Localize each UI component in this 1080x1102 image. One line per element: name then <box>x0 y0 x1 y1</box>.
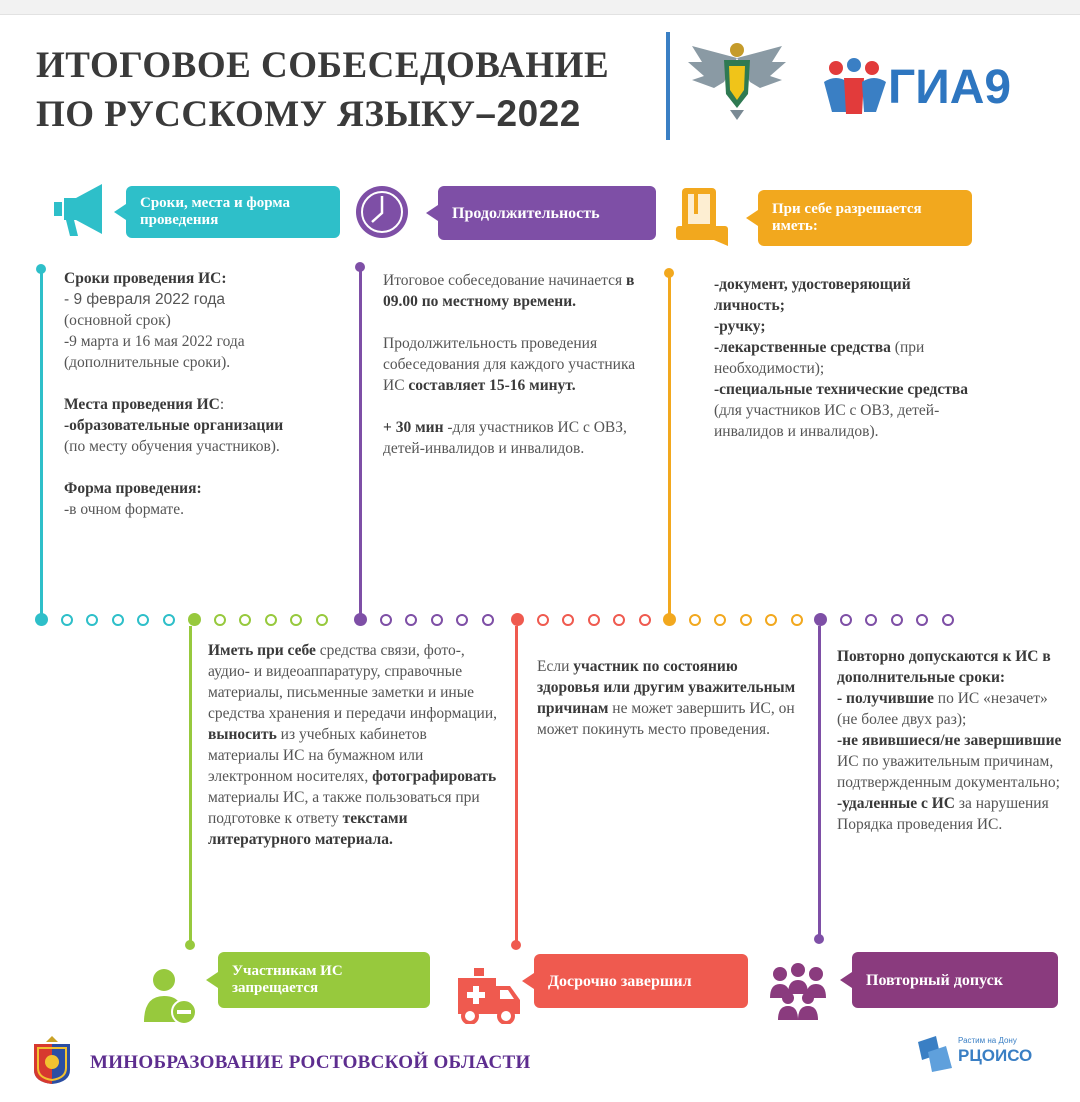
timeline-line-purple <box>359 268 362 616</box>
timeline-line-green <box>189 626 192 944</box>
dates-line: - 9 февраля 2022 года <box>64 291 226 308</box>
label-repeat: Повторный допуск <box>852 952 1058 1008</box>
rcoiso-name: РЦОИСО <box>958 1046 1033 1065</box>
forbidden-text: материалы ИС, а также пользоваться при подготовке к ответу <box>208 789 480 827</box>
ambulance-icon <box>456 966 522 1024</box>
timeline-ring <box>239 614 251 626</box>
allowed-item-note: (при необходимости); <box>714 339 925 377</box>
timeline-ring <box>86 614 98 626</box>
allowed-item: -лекарственные средства <box>714 339 891 356</box>
allowed-text-block <box>714 274 984 442</box>
gia9-people-icon <box>818 56 892 118</box>
label-forbidden: Участникам ИС запрещается <box>218 952 430 1008</box>
forbidden-bold: фотографировать <box>372 768 497 785</box>
timeline-ring <box>639 614 651 626</box>
timeline-ring <box>840 614 852 626</box>
dates-line: (по месту обучения участников). <box>64 438 280 455</box>
repeat-text: за нарушения Порядка проведения ИС. <box>837 795 1049 833</box>
timeline-dot <box>814 934 824 944</box>
user-minus-icon <box>140 966 200 1026</box>
forbidden-text: из учебных кабинетов материалы ИС на бумажном или электронном носителях, <box>208 726 427 785</box>
dates-line: (основной срок) <box>64 312 171 329</box>
timeline-ring <box>714 614 726 626</box>
timeline-node <box>663 613 676 626</box>
repeat-bold: -удаленные с ИС <box>837 795 955 812</box>
repeat-heading: Повторно допускаются к ИС в дополнительные сроки: <box>837 648 1051 686</box>
duration-p2: Продолжительность проведения собеседования для каждого участника ИС <box>383 335 636 394</box>
title-line-2-text: ПО РУССКОМУ ЯЗЫКУ <box>36 94 476 135</box>
timeline-ring <box>942 614 954 626</box>
rcoiso-logo <box>914 1034 1054 1074</box>
title-year: –2022 <box>475 93 581 134</box>
timeline-ring <box>137 614 149 626</box>
forbidden-text: средства связи, фото-, аудио- и видеоаппаратуру, справочные материалы, письменные заметки и иные средства хранения и передачи информации, <box>208 642 497 722</box>
timeline-ring <box>456 614 468 626</box>
dates-line: -образовательные организации <box>64 417 284 434</box>
dates-line: -в очном формате. <box>64 501 184 518</box>
timeline-ring <box>791 614 803 626</box>
timeline-line-red <box>515 626 518 944</box>
timeline-dot <box>185 940 195 950</box>
allowed-item: -ручку; <box>714 318 766 335</box>
forbidden-bold: выносить <box>208 726 277 743</box>
rostov-coat-of-arms-icon <box>28 1034 76 1086</box>
repeat-bold: - получившие <box>837 690 934 707</box>
timeline-line-purple-2 <box>818 626 821 938</box>
timeline-ring <box>765 614 777 626</box>
clock-icon <box>352 182 412 242</box>
repeat-text: по ИС «незачет» (не более двух раз); <box>837 690 1048 728</box>
timeline-ring <box>482 614 494 626</box>
timeline-ring <box>537 614 549 626</box>
timeline-ring <box>916 614 928 626</box>
timeline-ring <box>431 614 443 626</box>
dates-line: -9 марта и 16 мая 2022 года <box>64 333 245 350</box>
timeline-ring <box>613 614 625 626</box>
timeline-node <box>511 613 524 626</box>
timeline-node <box>814 613 827 626</box>
repeat-bold: -не явившиеся/не завершившие <box>837 732 1062 749</box>
dates-heading-2: Места проведения ИС <box>64 396 220 413</box>
group-icon <box>766 962 830 1022</box>
forbidden-text-block <box>208 640 498 850</box>
duration-p1-bold: в 09.00 по местному времени. <box>383 272 635 310</box>
timeline-ring <box>214 614 226 626</box>
timeline-ring <box>290 614 302 626</box>
forbidden-bold: текстами литературного материала. <box>208 810 408 848</box>
timeline-ring <box>112 614 124 626</box>
timeline-ring <box>61 614 73 626</box>
early-text-block <box>537 656 799 740</box>
label-dates-places: Сроки, места и форма проведения <box>126 186 340 238</box>
timeline-dot <box>511 940 521 950</box>
duration-p2-bold: составляет 15-16 минут. <box>408 377 576 394</box>
timeline-ring <box>265 614 277 626</box>
dates-heading-2-colon: : <box>219 396 225 413</box>
duration-text-block <box>383 270 651 480</box>
label-early: Досрочно завершил <box>534 954 748 1008</box>
timeline <box>0 612 1080 630</box>
timeline-node <box>354 613 367 626</box>
timeline-ring <box>891 614 903 626</box>
document-pen-icon <box>674 186 734 248</box>
timeline-ring <box>405 614 417 626</box>
rosobrnadzor-emblem-icon <box>684 38 790 122</box>
dates-line: (дополнительные сроки). <box>64 354 231 371</box>
timeline-node <box>188 613 201 626</box>
rcoiso-tagline: Растим на Дону <box>958 1036 1017 1045</box>
timeline-line-orange <box>668 274 671 616</box>
forbidden-bold: Иметь при себе <box>208 642 316 659</box>
label-allowed: При себе разрешается иметь: <box>758 190 972 246</box>
rcoiso-logo-icon <box>914 1034 956 1074</box>
allowed-item: -специальные технические средства <box>714 381 969 398</box>
label-duration: Продолжительность <box>438 186 656 240</box>
title-line-2 <box>36 90 666 139</box>
timeline-ring <box>740 614 752 626</box>
megaphone-icon <box>52 182 112 238</box>
allowed-item-note: (для участников ИС с ОВЗ, детей-инвалидов и инвалидов). <box>714 402 940 440</box>
timeline-ring <box>163 614 175 626</box>
dates-heading-1: Сроки проведения ИС: <box>64 270 227 287</box>
timeline-ring <box>380 614 392 626</box>
timeline-node <box>35 613 48 626</box>
timeline-ring <box>588 614 600 626</box>
timeline-ring <box>689 614 701 626</box>
timeline-ring <box>865 614 877 626</box>
gia9-logo-text: ГИА9 <box>888 61 1012 114</box>
gia9-logo <box>818 56 1032 118</box>
repeat-text-block <box>837 646 1062 835</box>
dates-heading-3: Форма проведения: <box>64 480 202 497</box>
timeline-line-teal <box>40 270 43 616</box>
duration-p3-bold: + 30 мин <box>383 419 448 436</box>
duration-p3: -для участников ИС с ОВЗ, детей-инвалидов и инвалидов. <box>383 419 627 457</box>
timeline-ring <box>316 614 328 626</box>
ministry-name: МИНОБРАЗОВАНИЕ РОСТОВСКОЙ ОБЛАСТИ <box>90 1052 531 1073</box>
early-text: не может завершить ИС, он может покинуть место проведения. <box>537 700 795 738</box>
title-line-1: ИТОГОВОЕ СОБЕСЕДОВАНИЕ <box>36 45 610 86</box>
top-bar <box>0 0 1080 15</box>
header-divider <box>666 32 670 140</box>
repeat-text: ИС по уважительным причинам, подтвержденным документально; <box>837 753 1060 791</box>
early-bold: участник по состоянию здоровья или другим уважительным причинам <box>537 658 796 717</box>
page-title <box>36 42 666 139</box>
timeline-ring <box>562 614 574 626</box>
early-text: Если <box>537 658 574 675</box>
duration-p1: Итоговое собеседование начинается <box>383 272 626 289</box>
dates-text-block <box>64 268 349 520</box>
allowed-item: -документ, удостоверяющий личность; <box>714 276 911 314</box>
